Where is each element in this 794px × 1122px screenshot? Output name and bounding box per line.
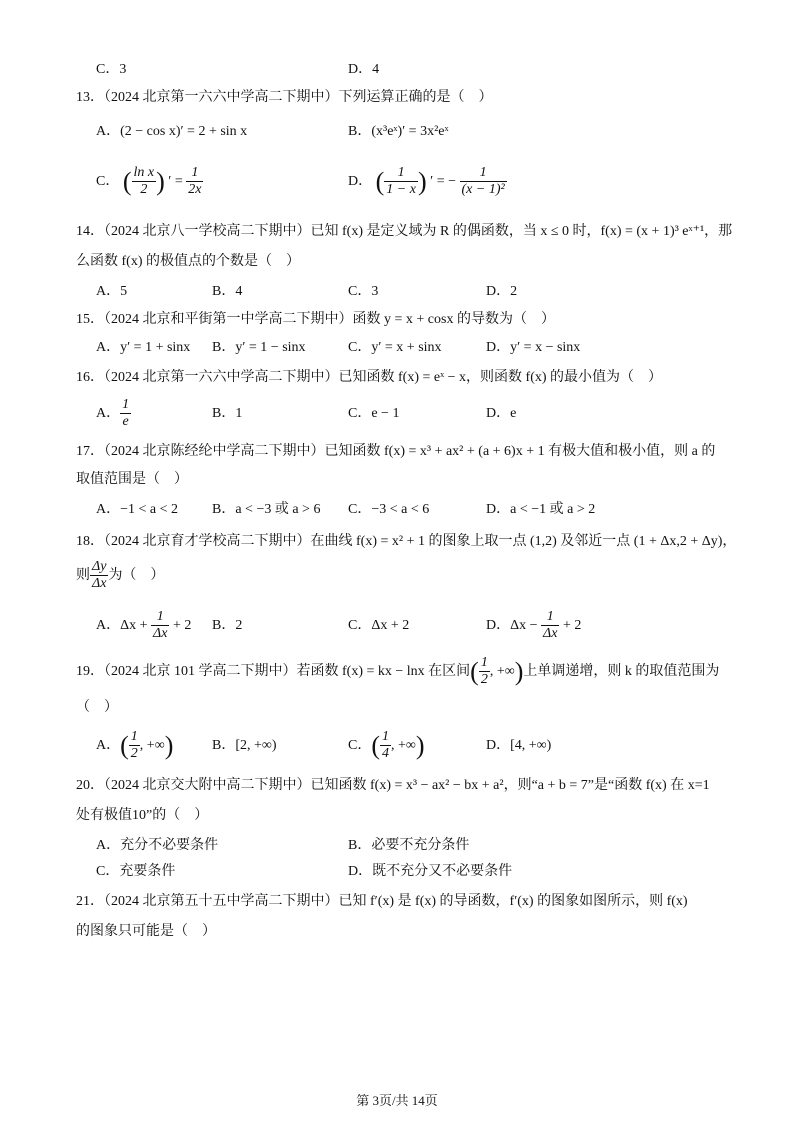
page-footer: 第 3页/共 14页: [356, 1093, 438, 1108]
q16-option-d: D．e: [486, 406, 517, 421]
q19-c-tail: , +∞: [391, 738, 416, 753]
q17-option-d: D．a < −1 或 a > 2: [486, 502, 596, 517]
q13-option-d-equals: ′ = −: [430, 174, 456, 189]
q18-option-d: [486, 608, 581, 644]
q13-option-a: A．(2 − cos x)′ = 2 + sin x: [96, 124, 248, 139]
q16-option-a: [96, 396, 131, 432]
q16-option-a-prefix: A．: [96, 406, 121, 421]
q18-option-c: C．Δx + 2: [348, 618, 410, 633]
q15-option-b: B．y′ = 1 − sinx: [212, 340, 306, 355]
q19-option-b: B．[2, +∞): [212, 738, 277, 753]
paren-left: (: [122, 166, 132, 196]
q18-line2-prefix: 则: [76, 568, 90, 583]
q20-stem-line1: 20．（2024 北京交大附中高二下期中）已知函数 f(x) = x³ − ax² − bx + a²，则“a + b = 7”是“函数 f(x) 在 x=1: [76, 778, 710, 793]
fraction-numerator: Δy: [92, 559, 107, 575]
q21-stem-line1: 21．（2024 北京第五十五中学高二下期中）已知 f′(x) 是 f(x) 的导函数，f′(x) 的图象如图所示，则 f(x): [76, 894, 688, 909]
q19-stem-line1: [76, 654, 719, 690]
q18-line2-suffix: 为（ ）: [108, 568, 165, 583]
q15-stem: 15．（2024 北京和平街第一中学高二下期中）函数 y = x + cosx 的导数为（ ）: [76, 312, 555, 327]
q17-stem-line2: 取值范围是（ ）: [76, 472, 188, 487]
q19-option-c: [348, 728, 425, 764]
q20-option-a: A．充分不必要条件: [96, 838, 219, 853]
q19-line1-suffix: 上单调递增，则 k 的取值范围为: [523, 664, 720, 679]
q21-stem-line2: 的图象只可能是（ ）: [76, 924, 216, 939]
q13-c-lhs-fraction: [132, 165, 157, 198]
q14-stem-line1: 14．（2024 北京八一学校高二下期中）已知 f(x) 是定义域为 R 的偶函数，当 x ≤ 0 时，f(x) = (x + 1)³ eˣ⁺¹，那: [76, 224, 733, 239]
q17-stem-line1: 17．（2024 北京陈经纶中学高二下期中）已知函数 f(x) = x³ + ax² + (a + 6)x + 1 有极大值和极小值，则 a 的: [76, 444, 716, 459]
q18-stem-line2: [76, 558, 164, 594]
q20-option-c: C．充要条件: [96, 864, 176, 879]
q12-option-d: D．4: [348, 62, 380, 77]
fraction-numerator: 1: [460, 165, 507, 182]
q19-interval-tail: , +∞: [489, 664, 515, 679]
fraction-numerator: 1: [480, 655, 488, 671]
q16-a-fraction: [120, 397, 131, 430]
q20-option-b: B．必要不充分条件: [348, 838, 470, 853]
q14-stem-line2: 么函数 f(x) 的极值点的个数是（ ）: [76, 254, 300, 269]
q13-d-lhs-fraction: [384, 165, 418, 198]
paren-left: (: [371, 730, 381, 760]
q13-option-d-prefix: D．: [348, 174, 373, 189]
q17-option-c: C．−3 < a < 6: [348, 502, 430, 517]
fraction-denominator: Δx: [92, 576, 107, 592]
fraction-denominator: Δx: [543, 626, 558, 642]
q13-option-c: [96, 164, 203, 200]
q17-option-b: B．a < −3 或 a > 6: [212, 502, 321, 517]
fraction-denominator: 2: [140, 182, 148, 198]
fraction-numerator: ln x: [133, 165, 155, 181]
q13-option-c-equals: ′ =: [168, 174, 183, 189]
q19-stem-line2: （ ）: [76, 700, 118, 715]
fraction-numerator: 1: [384, 165, 418, 182]
q18-d-fraction: [541, 609, 559, 642]
fraction-numerator: 1: [382, 729, 390, 745]
q13-option-d: [348, 164, 507, 200]
fraction-numerator: 1: [541, 609, 559, 626]
paren-right: ): [417, 166, 427, 196]
q18-d-suffix: + 2: [562, 618, 582, 633]
q19-option-a: [96, 728, 173, 764]
q16-option-b: B．1: [212, 406, 243, 421]
q14-option-b: B．4: [212, 284, 243, 299]
paren-left: (: [120, 730, 129, 760]
q14-option-d: D．2: [486, 284, 518, 299]
q20-option-d: D．既不充分又不必要条件: [348, 864, 513, 879]
fraction-denominator: 1 − x: [386, 182, 416, 198]
q13-option-c-prefix: C．: [96, 174, 120, 189]
q17-option-a: A．−1 < a < 2: [96, 502, 179, 517]
q19-a-prefix: A．: [96, 738, 121, 753]
q16-stem: 16．（2024 北京第一六六中学高二下期中）已知函数 f(x) = eˣ − x，则函数 f(x) 的最小值为（ ）: [76, 370, 663, 385]
q12-option-c: C．3: [96, 62, 127, 77]
q15-option-a: A．y′ = 1 + sinx: [96, 340, 191, 355]
paren-right: ): [415, 730, 425, 760]
fraction-denominator: 2: [130, 746, 138, 762]
q19-interval-fraction: [479, 655, 490, 688]
q18-d-prefix: D．Δx −: [486, 618, 538, 633]
fraction-denominator: (x − 1)²: [461, 182, 505, 198]
fraction-denominator: Δx: [153, 626, 168, 642]
q19-line1-prefix: 19．（2024 北京 101 学高二下期中）若函数 f(x) = kx − lnx 在区间: [76, 664, 471, 679]
paren-right: ): [514, 656, 524, 686]
fraction-numerator: 1: [130, 729, 138, 745]
q19-c-fraction: [380, 729, 391, 762]
paren-left: (: [375, 166, 385, 196]
q18-a-fraction: [151, 609, 169, 642]
fraction-denominator: 4: [382, 746, 390, 762]
q15-option-c: C．y′ = x + sinx: [348, 340, 442, 355]
paren-right: ): [164, 730, 174, 760]
q19-c-prefix: C．: [348, 738, 372, 753]
q18-dy-dx-fraction: [90, 559, 108, 592]
fraction-denominator: e: [122, 414, 129, 430]
q18-option-b: B．2: [212, 618, 243, 633]
q20-stem-line2: 处有极值10”的（ ）: [76, 808, 209, 823]
q13-option-b: B．(x³eˣ)′ = 3x²eˣ: [348, 124, 449, 139]
q18-option-a: [96, 608, 191, 644]
paren-right: ): [156, 166, 165, 196]
q13-d-rhs-fraction: [460, 165, 507, 198]
q14-option-a: A．5: [96, 284, 128, 299]
fraction-numerator: 1: [151, 609, 169, 626]
q18-a-prefix: A．Δx +: [96, 618, 148, 633]
fraction-numerator: 1: [186, 165, 203, 182]
q19-a-tail: , +∞: [139, 738, 165, 753]
paren-left: (: [470, 656, 479, 686]
q13-stem: 13．（2024 北京第一六六中学高二下期中）下列运算正确的是（ ）: [76, 90, 493, 105]
q13-c-rhs-fraction: [186, 165, 203, 198]
q16-option-c: C．e − 1: [348, 406, 400, 421]
fraction-numerator: 1: [122, 397, 130, 413]
q15-option-d: D．y′ = x − sinx: [486, 340, 581, 355]
q19-a-fraction: [129, 729, 140, 762]
q14-option-c: C．3: [348, 284, 379, 299]
q18-stem-line1: 18．（2024 北京育才学校高二下期中）在曲线 f(x) = x² + 1 的图象上取一点 (1,2) 及邻近一点 (1 + Δx,2 + Δy)，: [76, 534, 737, 549]
fraction-denominator: 2: [480, 672, 488, 688]
fraction-denominator: 2x: [188, 182, 202, 198]
q18-a-suffix: + 2: [172, 618, 192, 633]
q19-option-d: D．[4, +∞): [486, 738, 552, 753]
